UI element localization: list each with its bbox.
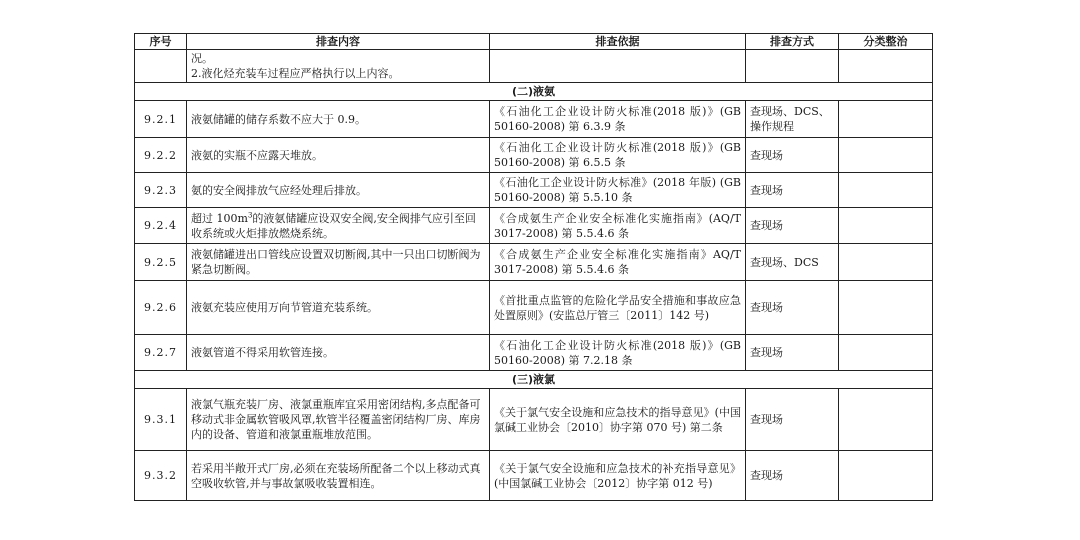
cell-rectify (839, 50, 933, 83)
cell-method: 查现场、DCS (746, 244, 839, 281)
cell-method: 查现场、DCS、操作规程 (746, 101, 839, 138)
cell-no: 9.2.6 (135, 281, 187, 335)
table-row (135, 138, 933, 173)
cell-basis: 《合成氨生产企业安全标准化实施指南》(AQ/T 3017-2008) 第 5.5.4.6 条 (490, 208, 746, 244)
cell-no: 9.2.3 (135, 173, 187, 208)
table-row (135, 173, 933, 208)
cell-method: 查现场 (746, 281, 839, 335)
cell-method: 查现场 (746, 208, 839, 244)
cell-basis: 《关于氯气安全设施和应急技术的指导意见》(中国氯碱工业协会〔2010〕协字第 070 号) 第二条 (490, 389, 746, 451)
section-header-liquid-ammonia (135, 83, 933, 101)
cell-method: 查现场 (746, 138, 839, 173)
inspection-table (134, 33, 933, 501)
cell-no: 9.2.7 (135, 335, 187, 371)
cell-rectify (839, 208, 933, 244)
cell-content (187, 208, 490, 244)
cell-basis (490, 50, 746, 83)
table-row-continued (135, 50, 933, 83)
content-text: 超过 100m (191, 211, 248, 225)
section-title: (二)液氨 (135, 83, 933, 101)
cell-method: 查现场 (746, 173, 839, 208)
header-row (135, 34, 933, 50)
table-row (135, 101, 933, 138)
header-content: 排查内容 (187, 34, 490, 50)
cell-basis: 《关于氯气安全设施和应急技术的补充指导意见》(中国氯碱工业协会〔2012〕协字第 012 号) (490, 451, 746, 501)
table-row (135, 208, 933, 244)
cell-content (187, 50, 490, 83)
cell-basis: 《合成氨生产企业安全标准化实施指南》AQ/T 3017-2008) 第 5.5.4.6 条 (490, 244, 746, 281)
cell-rectify (839, 451, 933, 501)
cell-rectify (839, 281, 933, 335)
cell-content: 氨的安全阀排放气应经处理后排放。 (187, 173, 490, 208)
section-header-liquid-chlorine (135, 371, 933, 389)
cell-rectify (839, 244, 933, 281)
cell-rectify (839, 138, 933, 173)
content-text: 的液氨储罐应设双安全阀,安全阀排气应引至回收系统或火炬排放燃烧系统。 (191, 211, 476, 240)
cell-no: 9.2.1 (135, 101, 187, 138)
cell-rectify (839, 173, 933, 208)
table-row (135, 281, 933, 335)
cell-no: 9.3.2 (135, 451, 187, 501)
section-title: (三)液氯 (135, 371, 933, 389)
cell-rectify (839, 101, 933, 138)
cell-rectify (839, 389, 933, 451)
cell-no: 9.2.5 (135, 244, 187, 281)
cell-basis: 《石油化工企业设计防火标准(2018 版)》(GB 50160-2008) 第 7.2.18 条 (490, 335, 746, 371)
table-row (135, 244, 933, 281)
content-line: 况。 (191, 52, 213, 65)
table-row (135, 451, 933, 501)
table-row (135, 389, 933, 451)
cell-method: 查现场 (746, 389, 839, 451)
cell-basis: 《石油化工企业设计防火标准》(2018 年版) (GB 50160-2008) 第 5.5.10 条 (490, 173, 746, 208)
cell-content: 液氨管道不得采用软管连接。 (187, 335, 490, 371)
cell-content: 液氨充装应使用万向节管道充装系统。 (187, 281, 490, 335)
cell-basis: 《石油化工企业设计防火标准(2018 版)》(GB 50160-2008) 第 6.3.9 条 (490, 101, 746, 138)
cell-content: 液氨储罐进出口管线应设置双切断阀,其中一只出口切断阀为紧急切断阀。 (187, 244, 490, 281)
cell-content: 液氨的实瓶不应露天堆放。 (187, 138, 490, 173)
header-method: 排查方式 (746, 34, 839, 50)
cell-method: 查现场 (746, 335, 839, 371)
header-basis: 排查依据 (490, 34, 746, 50)
cell-basis: 《首批重点监管的危险化学品安全措施和事故应急处置原则》(安监总厅管三〔2011〕142 号) (490, 281, 746, 335)
cell-method: 查现场 (746, 451, 839, 501)
cell-no: 9.2.4 (135, 208, 187, 244)
cell-no: 9.2.2 (135, 138, 187, 173)
cell-content: 液氨储罐的储存系数不应大于 0.9。 (187, 101, 490, 138)
cell-content: 液氯气瓶充装厂房、液氯重瓶库宜采用密闭结构,多点配备可移动式非金属软管吸风罩,软管半径覆盖密闭结构厂房、库房内的设备、管道和液氯重瓶堆放范围。 (187, 389, 490, 451)
cell-rectify (839, 335, 933, 371)
cell-method (746, 50, 839, 83)
cell-content: 若采用半敞开式厂房,必须在充装场所配备二个以上移动式真空吸收软管,并与事故氯吸收装置相连。 (187, 451, 490, 501)
superscript-unit: 3 (247, 210, 253, 219)
header-rectify: 分类整治 (839, 34, 933, 50)
cell-no (135, 50, 187, 83)
cell-no: 9.3.1 (135, 389, 187, 451)
header-no: 序号 (135, 34, 187, 50)
cell-basis: 《石油化工企业设计防火标准(2018 版)》(GB 50160-2008) 第 6.5.5 条 (490, 138, 746, 173)
table-row (135, 335, 933, 371)
content-line: 2.液化烃充装车过程应严格执行以上内容。 (191, 67, 400, 80)
